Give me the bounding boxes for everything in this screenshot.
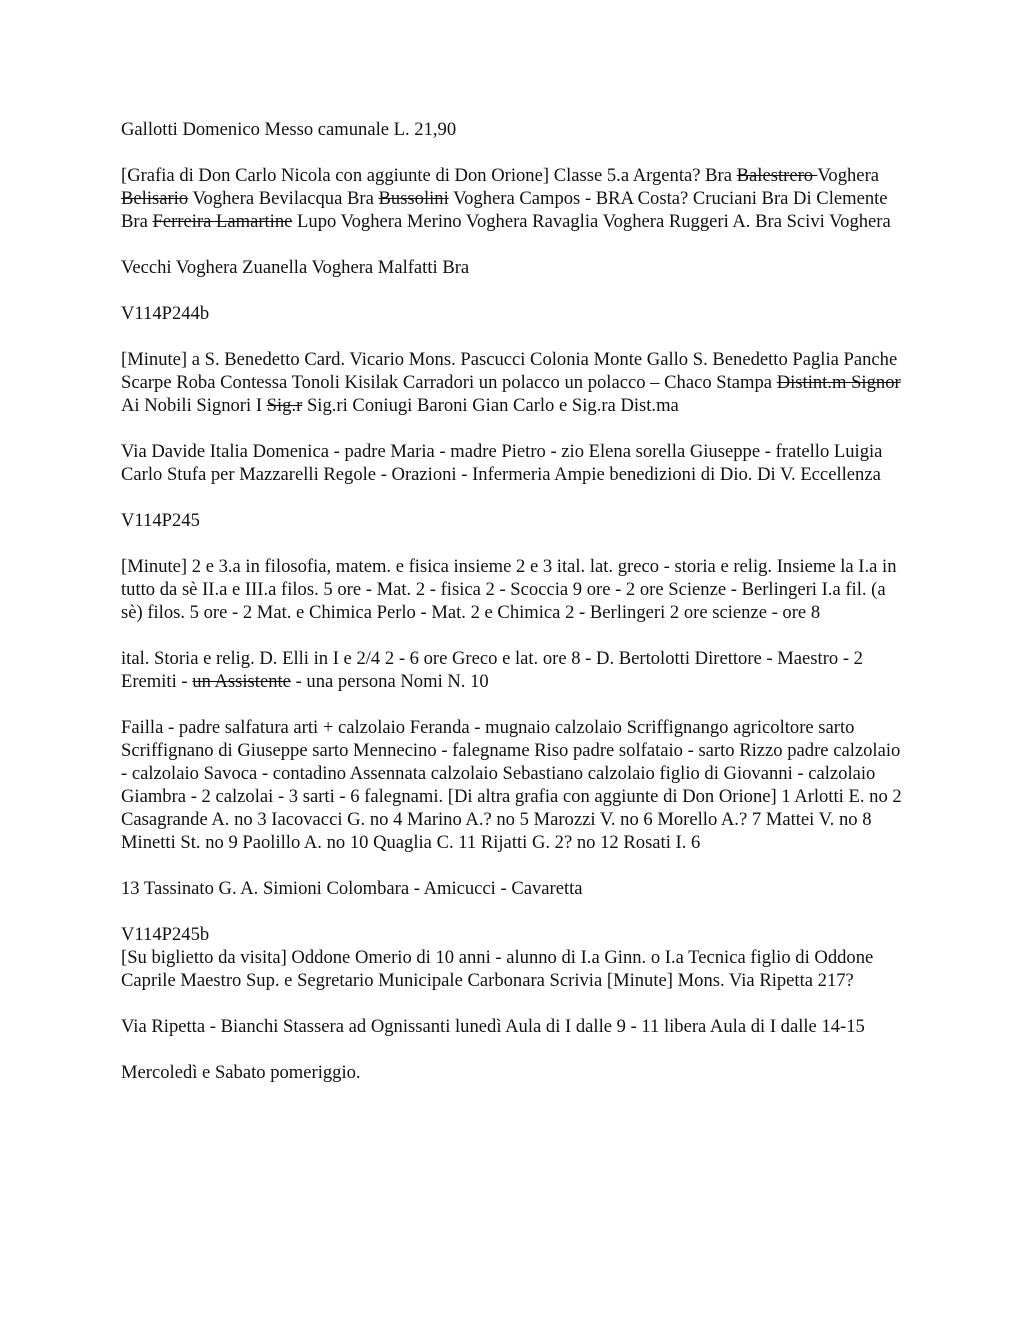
- struck-text: Balestrero: [736, 165, 818, 186]
- paragraph-15: [121, 1061, 911, 1084]
- text-run: Voghera: [817, 165, 880, 186]
- page-reference: [121, 923, 911, 946]
- text-run: Via Ripetta - Bianchi Stassera ad Ognissanti lunedì Aula di I dalle 9 - 11 libera Aula di I dalle 14-15: [121, 1016, 865, 1037]
- text-run: Sig.ri Coniugi Baroni Gian Carlo e Sig.ra Dist.ma: [302, 395, 679, 416]
- paragraph-10: [121, 716, 911, 854]
- text-run: Gallotti Domenico Messo camunale L. 21,90: [121, 119, 457, 140]
- text-run: [Minute] a S. Benedetto Card. Vicario Mons. Pascucci Colonia Monte Gallo S. Benedetto Paglia Panche Scarpe Roba Contessa Tonoli Kisilak Carradori un polacco un polacco – Chaco Stampa: [121, 349, 898, 393]
- text-run: [Su biglietto da visita] Oddone Omerio di 10 anni - alunno di I.a Ginn. o I.a Tecnica figlio di Oddone Caprile Maestro Sup. e Segretario Municipale Carbonara Scrivia [Minute] Mons. Via Ripetta 217?: [121, 947, 874, 991]
- paragraph-1: [121, 118, 911, 141]
- text-run: Lupo Voghera Merino Voghera Ravaglia Voghera Ruggeri A. Bra Scivi Voghera: [292, 211, 891, 232]
- struck-text: Belisario: [121, 188, 189, 209]
- page-reference: [121, 302, 911, 325]
- document-page: [121, 118, 911, 1107]
- text-run: Voghera Campos - BRA Costa? Cruciani Bra Di Clemente Bra: [121, 188, 888, 232]
- paragraph-3: [121, 256, 911, 279]
- struck-text: Sig.r: [266, 395, 303, 416]
- struck-text: Ferreira Lamartine: [152, 211, 293, 232]
- text-run: Failla - padre salfatura arti + calzolaio Feranda - mugnaio calzolaio Scriffignango agricoltore sarto Scriffignano di Giuseppe sarto Mennecino - falegname Riso padre solfataio - sarto Rizzo padre calzolaio - calzolaio Savoca - contadino Assennata calzolaio Sebastiano calzolaio figlio di Giovanni - calzolaio Giambra - 2 calzolai - 3 sarti - 6 falegnami. [Di altra grafia con aggiunte di Don Orione] 1 Arlotti E. no 2 Casagrande A. no 3 Iacovacci G. no 4 Marino A.? no 5 Marozzi V. no 6 Morello A.? 7 Mattei V. no 8 Minetti St. no 9 Paolillo A. no 10 Quaglia C. 11 Rijatti G. 2? no 12 Rosati I. 6: [121, 717, 902, 853]
- text-run: Mercoledì e Sabato pomeriggio.: [121, 1062, 361, 1083]
- paragraph-6: [121, 440, 911, 486]
- page-reference: [121, 509, 911, 532]
- text-run: V114P245b: [121, 924, 210, 945]
- text-run: Vecchi Voghera Zuanella Voghera Malfatti Bra: [121, 257, 470, 278]
- text-run: V114P245: [121, 510, 200, 531]
- text-run: Voghera Bevilacqua Bra: [188, 188, 379, 209]
- text-run: V114P244b: [121, 303, 210, 324]
- paragraph-5: [121, 348, 911, 417]
- text-run: Ai Nobili Signori I: [121, 395, 267, 416]
- struck-text: un Assistente: [192, 671, 291, 692]
- text-run: [Minute] 2 e 3.a in filosofia, matem. e fisica insieme 2 e 3 ital. lat. greco - storia e relig. Insieme la I.a in tutto da sè II.a e III.a filos. 5 ore - Mat. 2 - fisica 2 - Scoccia 9 ore - 2 ore Scienze - Berlingeri I.a fil. (a sè) filos. 5 ore - 2 Mat. e Chimica Perlo - Mat. 2 e Chimica 2 - Berlingeri 2 ore scienze - ore 8: [121, 556, 897, 623]
- text-run: ital. Storia e relig. D. Elli in I e 2/4 2 - 6 ore Greco e lat. ore 8 - D. Bertolotti Direttore - Maestro - 2 Eremiti -: [121, 648, 863, 692]
- paragraph-9: [121, 647, 911, 693]
- paragraph-13: [121, 946, 911, 992]
- paragraph-14: [121, 1015, 911, 1038]
- text-run: [Grafia di Don Carlo Nicola con aggiunte di Don Orione] Classe 5.a Argenta? Bra: [121, 165, 737, 186]
- text-run: Via Davide Italia Domenica - padre Maria - madre Pietro - zio Elena sorella Giuseppe - fratello Luigia Carlo Stufa per Mazzarelli Regole - Orazioni - Infermeria Ampie benedizioni di Dio. Di V. Eccellenza: [121, 441, 883, 485]
- text-run: 13 Tassinato G. A. Simioni Colombara - Amicucci - Cavaretta: [121, 878, 583, 899]
- paragraph-2: [121, 164, 911, 233]
- text-run: - una persona Nomi N. 10: [290, 671, 489, 692]
- paragraph-11: [121, 877, 911, 900]
- struck-text: Distint.m Signor: [776, 372, 901, 393]
- struck-text: Bussolini: [378, 188, 449, 209]
- paragraph-8: [121, 555, 911, 624]
